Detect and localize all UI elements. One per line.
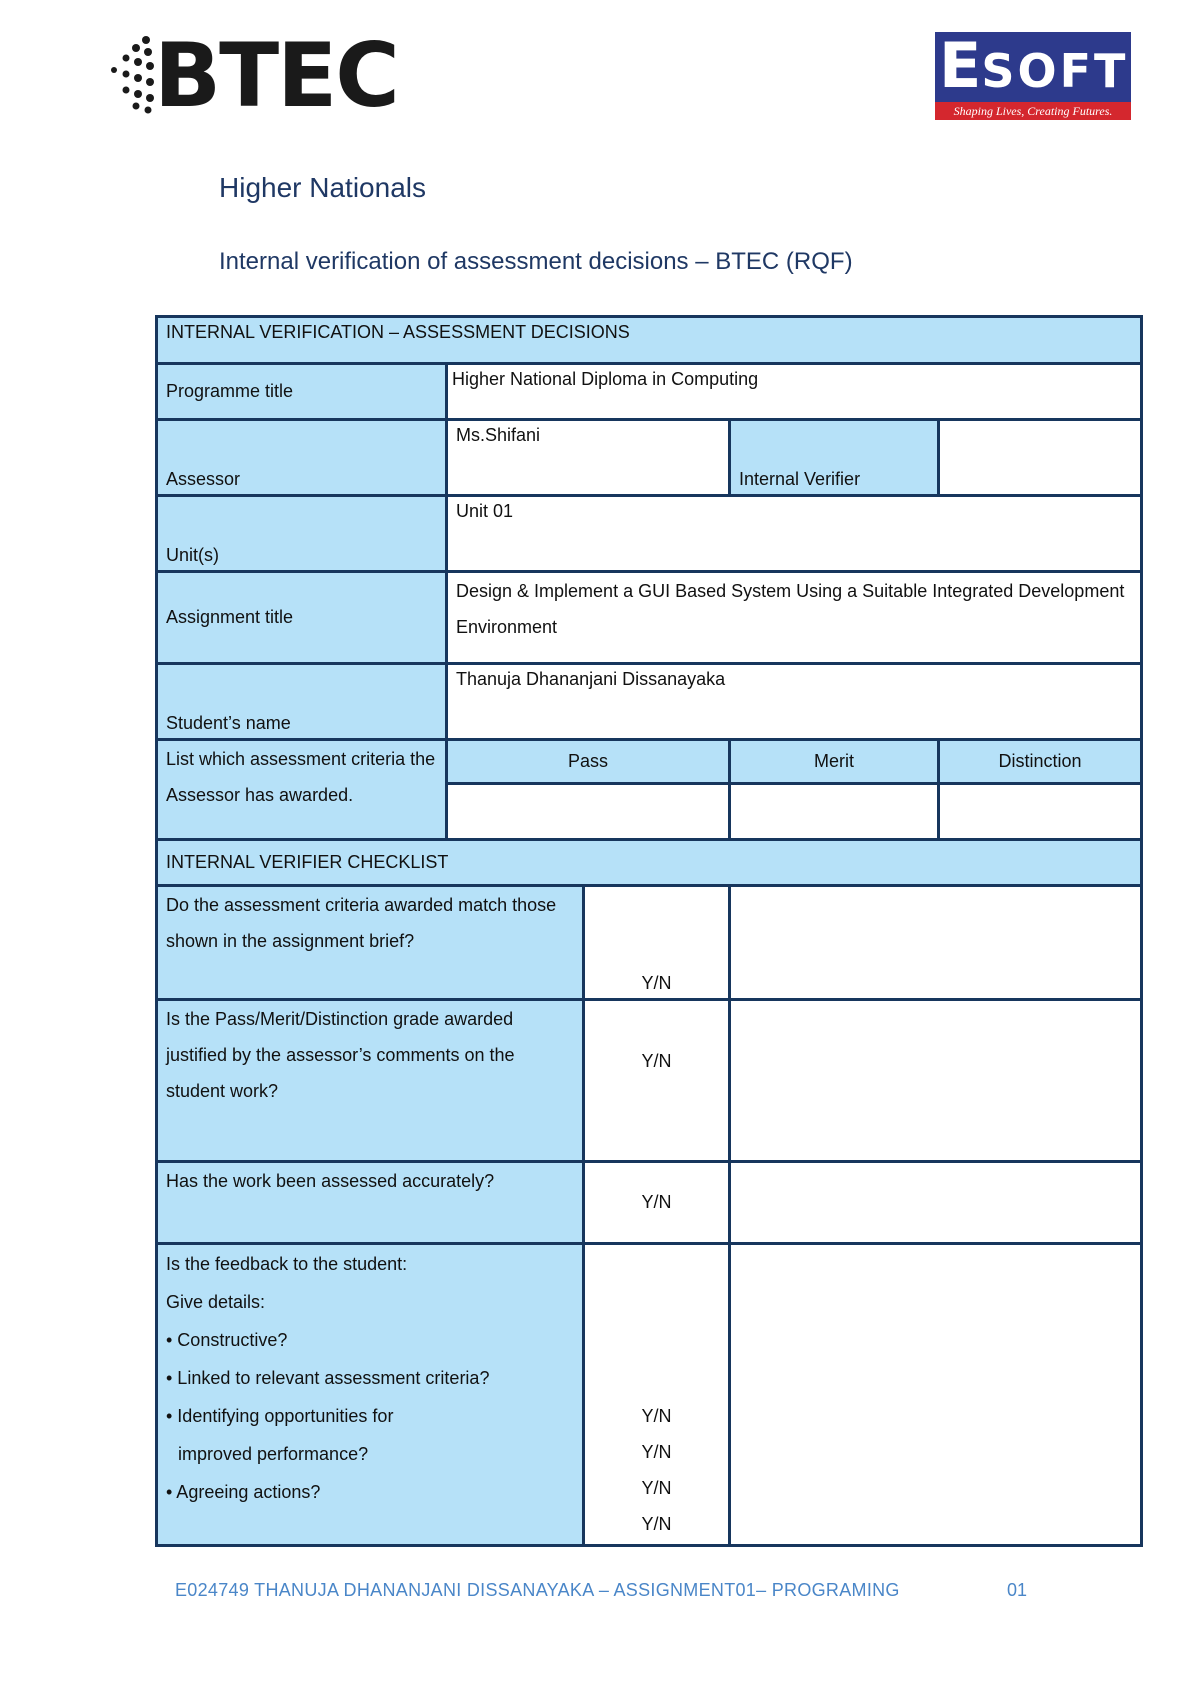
checklist-yn-2: Y/N (584, 1000, 730, 1162)
assignment-value: Design & Implement a GUI Based System Using a Suitable Integrated Development Environment (447, 572, 1142, 664)
feedback-bullet-linked: • Linked to relevant assessment criteria? (166, 1368, 490, 1388)
unit-label: Unit(s) (157, 496, 447, 572)
feedback-title: Is the feedback to the student: (166, 1254, 408, 1274)
yn-opportunities: Y/N (641, 1478, 672, 1498)
distinction-header: Distinction (939, 740, 1142, 784)
esoft-wordmark: ESOFT (939, 29, 1129, 102)
checklist-comment-2 (730, 1000, 1142, 1162)
btec-dots-icon (106, 34, 158, 114)
checklist-yn-1: Y/N (584, 886, 730, 1000)
merit-header: Merit (730, 740, 939, 784)
checklist-question-3: Has the work been assessed accurately? (157, 1162, 584, 1244)
page-title: Higher Nationals (219, 172, 426, 203)
checklist-question-4 (157, 1244, 584, 1546)
programme-label: Programme title (157, 364, 447, 420)
checklist-comment-1 (730, 886, 1142, 1000)
assignment-label: Assignment title (157, 572, 447, 664)
assessor-value: Ms.Shifani (447, 420, 730, 496)
student-label: Student’s name (157, 664, 447, 740)
feedback-give-details: Give details: (166, 1292, 266, 1312)
feedback-bullet-constructive: • Constructive? (166, 1330, 288, 1350)
pass-cell (447, 784, 730, 840)
checklist-yn-4 (584, 1244, 730, 1546)
verifier-label: Internal Verifier (730, 420, 939, 496)
footer-page-number: 01 (1007, 1580, 1028, 1600)
checklist-comment-3 (730, 1162, 1142, 1244)
merit-cell (730, 784, 939, 840)
checklist-comment-4 (730, 1244, 1142, 1546)
unit-value: Unit 01 (447, 496, 1142, 572)
section-checklist-header: INTERNAL VERIFIER CHECKLIST (157, 840, 1142, 886)
criteria-label: List which assessment criteria the Assessor has awarded. (157, 740, 447, 840)
pass-header: Pass (447, 740, 730, 784)
esoft-logo (935, 29, 1131, 120)
yn-constructive: Y/N (641, 1406, 672, 1426)
feedback-bullet-opportunities: • Identifying opportunities for (166, 1406, 394, 1426)
section-decisions-header: INTERNAL VERIFICATION – ASSESSMENT DECISIONS (157, 317, 1142, 364)
page-subtitle: Internal verification of assessment decisions – BTEC (RQF) (219, 248, 853, 275)
checklist-yn-3: Y/N (584, 1162, 730, 1244)
btec-wordmark: BTEC (154, 24, 398, 127)
assessor-label: Assessor (157, 420, 447, 496)
distinction-cell (939, 784, 1142, 840)
yn-linked: Y/N (641, 1442, 672, 1462)
feedback-bullet-opportunities-cont: improved performance? (178, 1444, 369, 1464)
student-value: Thanuja Dhananjani Dissanayaka (447, 664, 1142, 740)
verification-table (155, 315, 1143, 1547)
yn-actions: Y/N (641, 1514, 672, 1534)
checklist-question-1: Do the assessment criteria awarded match those shown in the assignment brief? (157, 886, 584, 1000)
esoft-tagline: Shaping Lives, Creating Futures. (935, 102, 1131, 120)
checklist-question-2: Is the Pass/Merit/Distinction grade awarded justified by the assessor’s comments on the student work? (157, 1000, 584, 1162)
footer-text: E024749 THANUJA DHANANJANI DISSANAYAKA – ASSIGNMENT01– PROGRAMING (175, 1580, 900, 1600)
programme-value: Higher National Diploma in Computing (447, 364, 1142, 420)
btec-logo (106, 24, 398, 127)
feedback-bullet-actions: • Agreeing actions? (166, 1482, 321, 1502)
verifier-value (939, 420, 1142, 496)
